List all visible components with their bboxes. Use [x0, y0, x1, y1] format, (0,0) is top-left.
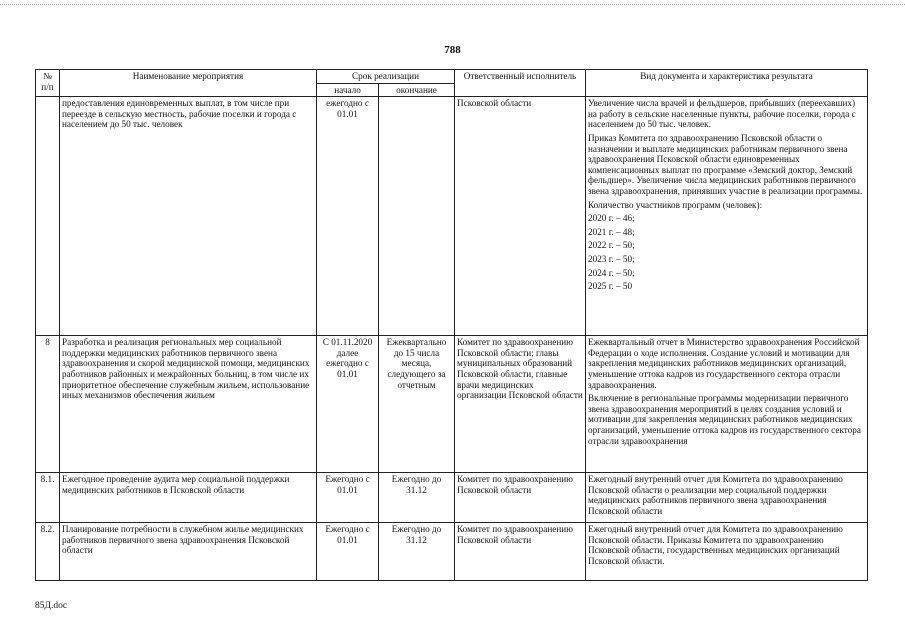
- year-item: 2023 г. – 50;: [588, 253, 635, 264]
- year-item: 2022 г. – 50;: [588, 240, 635, 251]
- row-start: Ежегодно с 01.01: [317, 473, 379, 523]
- result-paragraph: Ежеквартальный отчет в Министерство здравоохранения Российской Федерации о ходе исполнения. Создание условий и мотивации для закрепления медицинских работников медицинских организаций, уменьшение оттока кадров из государственного сектора отрасли здравоохранения.: [588, 337, 860, 390]
- header-end: окончание: [379, 83, 455, 97]
- table-row: [36, 523, 868, 581]
- row-executor: Комитет по здравоохранению Псковской области: [455, 523, 586, 581]
- year-item: 2020 г. – 46;: [588, 213, 635, 224]
- row-end: Ежегодно до 31.12: [379, 523, 455, 581]
- row-result: [586, 523, 868, 581]
- row-start: С 01.11.2020 далее ежегодно с 01.01: [317, 336, 379, 473]
- measures-table: [35, 69, 868, 581]
- row-result: [586, 336, 868, 473]
- row-executor: Псковской области: [455, 97, 586, 336]
- result-paragraph: Ежегодный внутренний отчет для Комитета по здравоохранению Псковской области о реализации мер социальной поддержки медицинских работников первичного звена здравоохранения Псковской области: [588, 474, 843, 516]
- table-row: [36, 473, 868, 523]
- row-end: Ежегодно до 31.12: [379, 473, 455, 523]
- row-executor: Комитет по здравоохранению Псковской области: [455, 473, 586, 523]
- header-num: [36, 70, 60, 97]
- row-start: ежегодно с 01.01: [317, 97, 379, 336]
- result-paragraph: Увеличение числа врачей и фельдшеров, прибывших (переехавших) на работу в сельские населенные пункты, рабочие поселки, города с населением до 50 тыс. человек.: [588, 98, 856, 130]
- row-executor: Комитет по здравоохранению Псковской области; главы муниципальных образований Псковской области, главные врачи медицинских организации Псковской области: [455, 336, 586, 473]
- header-name: Наименование мероприятия: [60, 70, 317, 97]
- header-start: начало: [317, 83, 379, 97]
- table-row: [36, 97, 868, 336]
- row-num: 8.2.: [36, 523, 60, 581]
- footer-filename: 85Д.doc: [35, 601, 68, 611]
- row-result: [586, 97, 868, 336]
- year-item: 2025 г. – 50: [588, 281, 633, 292]
- scan-edge-line: [0, 4, 905, 5]
- year-list: [588, 213, 865, 292]
- result-paragraph: Включение в региональные программы модернизации первичного звена здравоохранения мероприятий в целях создания условий и мотивации для закрепления медицинских работников медицинских организаций, уменьшение оттока кадров из государственного сектора отрасли здравоохранения: [588, 393, 861, 446]
- row-result: [586, 473, 868, 523]
- table-row: [36, 336, 868, 473]
- header-num-text: № п/п: [41, 71, 54, 92]
- result-paragraph: Количество участников программ (человек):: [588, 199, 763, 210]
- row-name: предоставления единовременных выплат, в том числе при переезде в сельскую местность, рабочие поселки и города с населением до 50 тыс. человек: [60, 97, 317, 336]
- row-name: Планирование потребности в служебном жилье медицинских работников первичного звена здравоохранения Псковской области: [60, 523, 317, 581]
- year-item: 2024 г. – 50;: [588, 267, 635, 278]
- row-num: 8.1.: [36, 473, 60, 523]
- row-name: Разработка и реализация региональных мер социальной поддержки медицинских работников первичного звена здравоохранения и скорой медицинской помощи, медицинских работников районных и межрайонных больниц, в том числе их приоритетное обеспечение служебным жильем, использование иных механизмов обеспечения жильем: [60, 336, 317, 473]
- result-paragraph: Ежегодный внутренний отчет для Комитета по здравоохранению Псковской области. Приказы Комитета по здравоохранению Псковской области, государственных медицинских организаций Псковской области.: [588, 524, 843, 566]
- header-term: Срок реализации: [317, 70, 455, 84]
- row-num: [36, 97, 60, 336]
- row-end: Ежеквартально до 15 числа месяца, следующего за отчетным: [379, 336, 455, 473]
- page-number: 788: [444, 44, 461, 56]
- year-item: 2021 г. – 48;: [588, 226, 635, 237]
- header-result: Вид документа и характеристика результата: [586, 70, 868, 97]
- row-end: [379, 97, 455, 336]
- row-num: 8: [36, 336, 60, 473]
- row-start: Ежегодно с 01.01: [317, 523, 379, 581]
- result-paragraph: Приказ Комитета по здравоохранению Псковской области о назначении и выплате медицинских работникам первичного звена здравоохранения Псковской области единовременных компенсационных выплат по программе «Земский доктор, Земский фельдшер». Увеличение числа медицинских работников первичного звена здравоохранения, принявших участие в реализации программы.: [588, 132, 863, 196]
- row-name: Ежегодное проведение аудита мер социальной поддержки медицинских работников в Псковской области: [60, 473, 317, 523]
- header-executor: Ответственный исполнитель: [455, 70, 586, 97]
